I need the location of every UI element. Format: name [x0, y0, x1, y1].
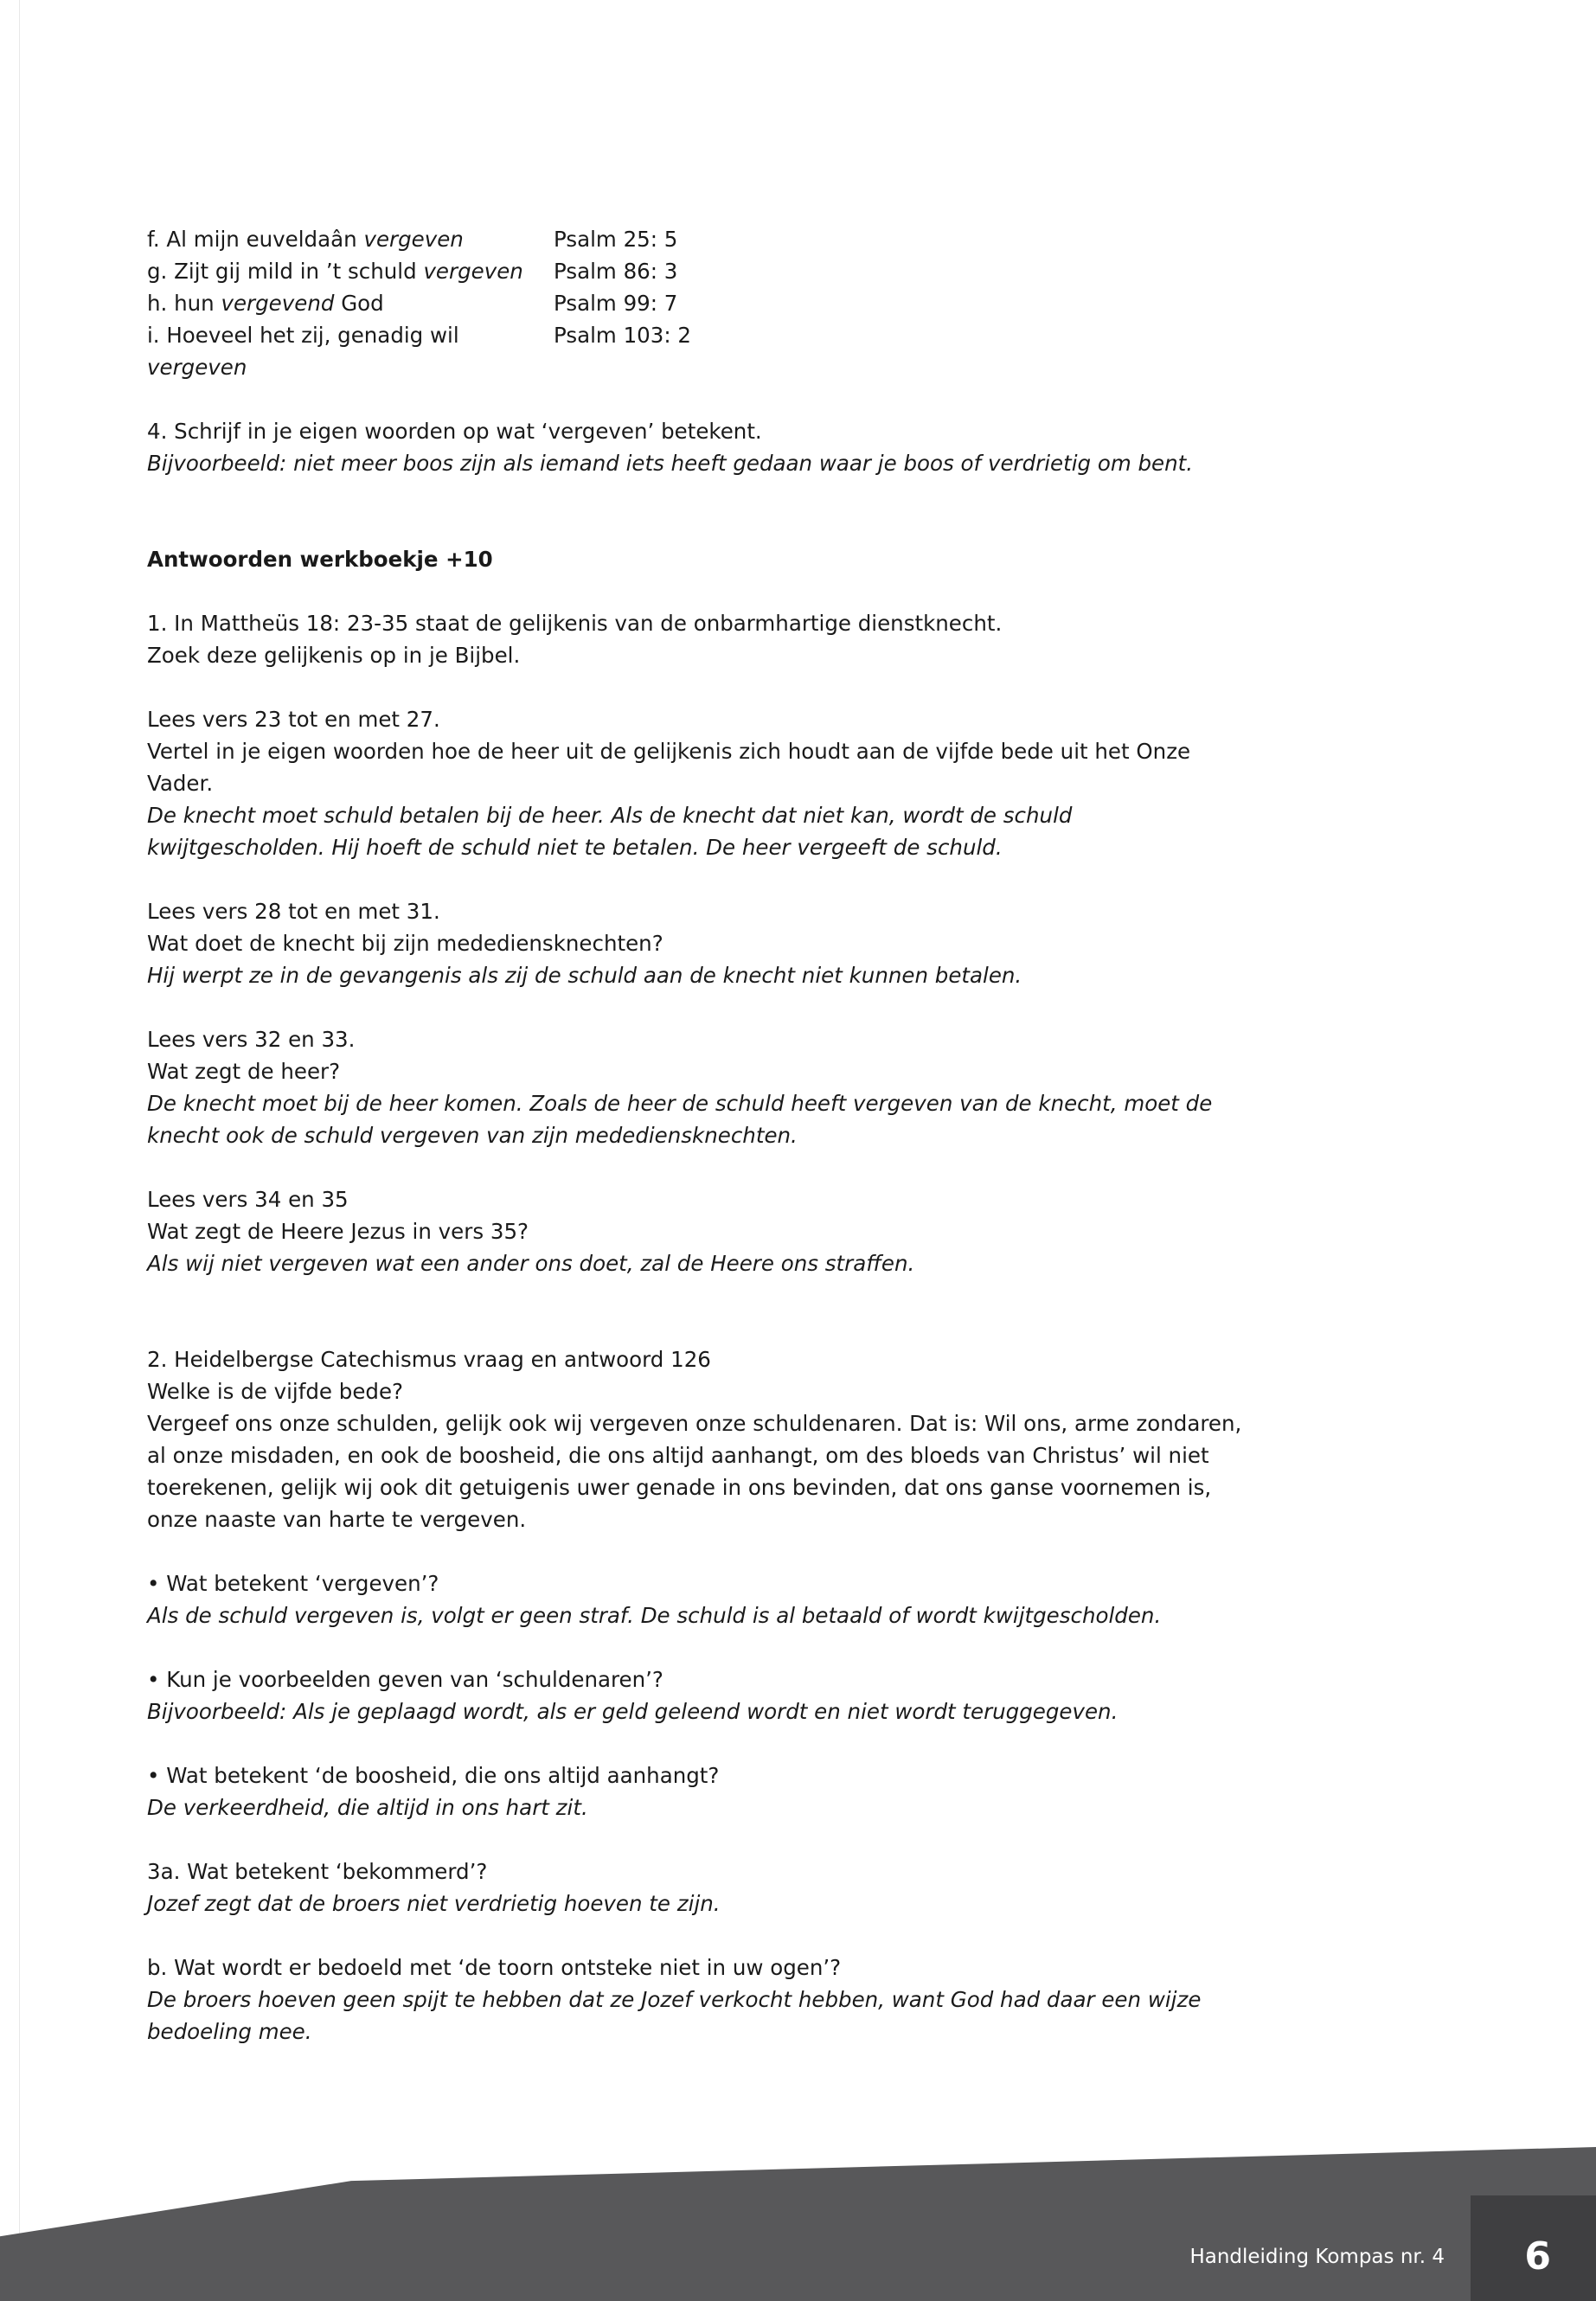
spacer: [147, 1920, 1393, 1952]
psalm-ref: Psalm 25: 5: [554, 227, 678, 252]
question-3b-answer-1: De broers hoeven geen spijt te hebben dat ze Jozef verkocht hebben, want God had daar een wijze: [147, 1987, 1202, 2012]
q1-block3-line-2: Wat zegt de heer?: [147, 1059, 341, 1084]
document-body: [147, 223, 1393, 2048]
question-2-line-1: 2. Heidelbergse Catechismus vraag en antwoord 126: [147, 1347, 711, 1372]
psalm-label-italic: vergeven: [147, 355, 247, 380]
psalm-label-tail: God: [334, 291, 384, 316]
question-4-answer: Bijvoorbeeld: niet meer boos zijn als iemand iets heeft gedaan waar je boos of verdrietig om bent.: [147, 451, 1194, 476]
q2-bullet-3-answer: De verkeerdheid, die altijd in ons hart zit.: [147, 1795, 588, 1820]
question-2-answer-2: al onze misdaden, en ook de boosheid, die ons altijd aanhangt, om des bloeds van Christus’ wil niet: [147, 1443, 1209, 1468]
psalm-ref: Psalm 103: 2: [554, 323, 691, 348]
psalm-label-text: i. Hoeveel het zij, genadig wil: [147, 323, 459, 348]
q1-block4-line-2: Wat zegt de Heere Jezus in vers 35?: [147, 1219, 529, 1244]
q1-block1-line-1: Lees vers 23 tot en met 27.: [147, 707, 440, 732]
spacer: [147, 383, 1393, 415]
q2-bullet-1-question: • Wat betekent ‘vergeven’?: [147, 1571, 439, 1596]
question-3a-answer: Jozef zegt dat de broers niet verdrietig hoeven te zijn.: [147, 1891, 721, 1916]
q1-block2-line-2: Wat doet de knecht bij zijn medediensknechten?: [147, 931, 663, 956]
question-2-answer-1: Vergeef ons onze schulden, gelijk ook wij vergeven onze schuldenaren. Dat is: Wil ons, arme zondaren,: [147, 1411, 1242, 1436]
psalm-label-italic: vergevend: [221, 291, 335, 316]
spacer: [147, 1535, 1393, 1567]
question-1-line-1: 1. In Mattheüs 18: 23-35 staat de gelijkenis van de onbarmhartige dienstknecht.: [147, 611, 1003, 636]
question-4-text: 4. Schrijf in je eigen woorden op wat ‘vergeven’ betekent.: [147, 419, 762, 444]
psalm-label: [147, 223, 554, 255]
q1-block3-answer-1: De knecht moet bij de heer komen. Zoals de heer de schuld heeft vergeven van de knecht, moet de: [147, 1091, 1213, 1116]
spacer: [147, 863, 1393, 895]
question-1-line-2: Zoek deze gelijkenis op in je Bijbel.: [147, 643, 521, 668]
spacer: [147, 479, 1393, 543]
question-3b-text: b. Wat wordt er bedoeld met ‘de toorn ontsteke niet in uw ogen’?: [147, 1955, 842, 1980]
page-number: 6: [1524, 2234, 1551, 2279]
question-2-line-2: Welke is de vijfde bede?: [147, 1379, 404, 1404]
psalm-ref: Psalm 86: 3: [554, 259, 678, 284]
spacer: [147, 991, 1393, 1023]
psalm-label-italic: vergeven: [423, 259, 523, 284]
q2-bullet-2-answer: Bijvoorbeeld: Als je geplaagd wordt, als er geld geleend wordt en niet wordt teruggegeven.: [147, 1699, 1118, 1724]
question-3b-answer-2: bedoeling mee.: [147, 2019, 312, 2044]
q1-block4-answer-1: Als wij niet vergeven wat een ander ons doet, zal de Heere ons straffen.: [147, 1251, 915, 1276]
q1-block1-line-3: Vader.: [147, 771, 214, 796]
question-2-answer-4: onze naaste van harte te vergeven.: [147, 1507, 527, 1532]
q1-block1-answer-2: kwijtgescholden. Hij hoeft de schuld niet te betalen. De heer vergeeft de schuld.: [147, 835, 1003, 860]
footer-banner-shape: [0, 2147, 1596, 2301]
psalm-label: [147, 319, 554, 383]
psalm-label: [147, 255, 554, 287]
q2-bullet-2-question: • Kun je voorbeelden geven van ‘schuldenaren’?: [147, 1667, 663, 1692]
table-row: [147, 287, 1393, 319]
q2-bullet-1-answer: Als de schuld vergeven is, volgt er geen straf. De schuld is al betaald of wordt kwijtgescholden.: [147, 1603, 1162, 1628]
q1-block1-line-2: Vertel in je eigen woorden hoe de heer uit de gelijkenis zich houdt aan de vijfde bede uit het Onze: [147, 739, 1191, 764]
q1-block1-answer-1: De knecht moet schuld betalen bij de heer. Als de knecht dat niet kan, wordt de schuld: [147, 803, 1073, 828]
psalm-label-italic: vergeven: [363, 227, 464, 252]
table-row: [147, 223, 1393, 255]
q1-block3-answer-2: knecht ook de schuld vergeven van zijn medediensknechten.: [147, 1123, 798, 1148]
q1-block2-answer-1: Hij werpt ze in de gevangenis als zij de schuld aan de knecht niet kunnen betalen.: [147, 963, 1022, 988]
table-row: [147, 255, 1393, 287]
psalm-label: [147, 287, 554, 319]
psalm-label-text: g. Zijt gij mild in ’t schuld: [147, 259, 424, 284]
spacer: [147, 575, 1393, 607]
spacer: [147, 671, 1393, 703]
spacer: [147, 1823, 1393, 1856]
q1-block2-line-1: Lees vers 28 tot en met 31.: [147, 899, 440, 924]
psalm-label-text: f. Al mijn euveldaân: [147, 227, 364, 252]
psalm-ref: Psalm 99: 7: [554, 291, 678, 316]
table-row: [147, 319, 1393, 383]
spacer: [147, 1727, 1393, 1759]
spacer: [147, 1151, 1393, 1183]
spacer: [147, 1279, 1393, 1343]
page-footer: [0, 2147, 1596, 2301]
footer-title: Handleiding Kompas nr. 4: [1189, 2246, 1445, 2268]
q1-block3-line-1: Lees vers 32 en 33.: [147, 1027, 356, 1052]
q2-bullet-3-question: • Wat betekent ‘de boosheid, die ons altijd aanhangt?: [147, 1763, 720, 1788]
question-2-answer-3: toerekenen, gelijk wij ook dit getuigenis uwer genade in ons bevinden, dat ons ganse voornemen is,: [147, 1475, 1212, 1500]
section-heading: Antwoorden werkboekje +10: [147, 547, 493, 572]
psalm-label-text: h. hun: [147, 291, 221, 316]
spacer: [147, 1631, 1393, 1663]
page-left-margin-bar: [0, 0, 20, 2301]
question-3a-text: 3a. Wat betekent ‘bekommerd’?: [147, 1859, 488, 1884]
q1-block4-line-1: Lees vers 34 en 35: [147, 1187, 349, 1212]
